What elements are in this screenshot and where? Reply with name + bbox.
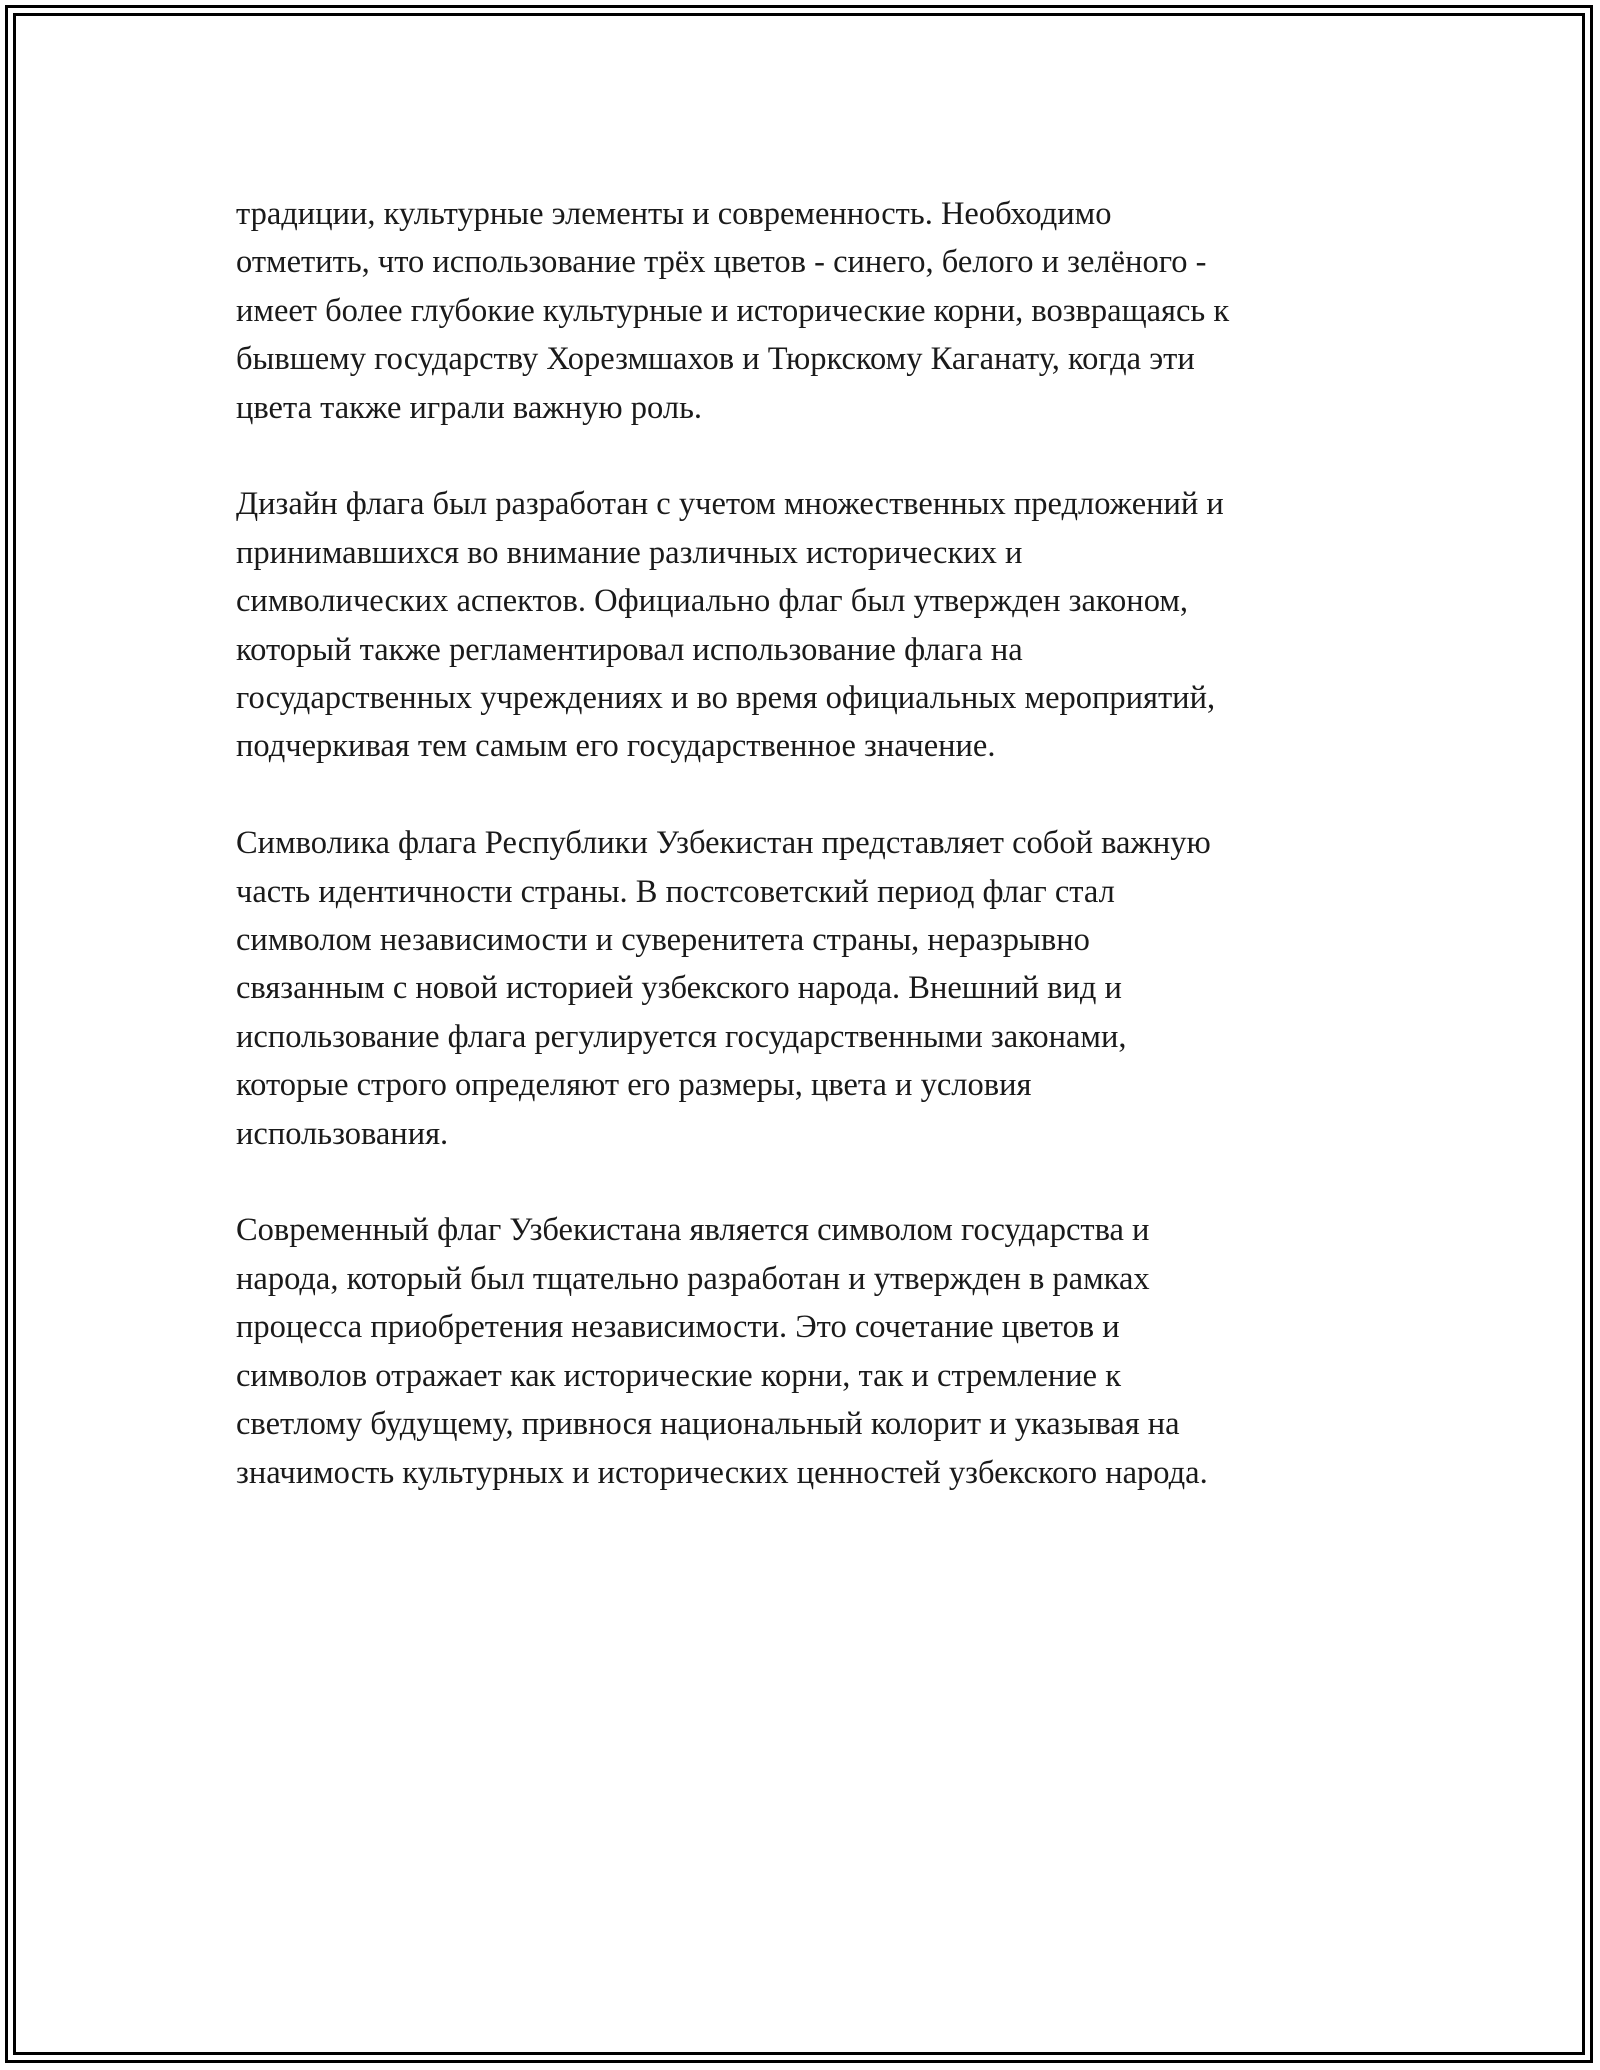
paragraph-line: значимость культурных и исторических ценностей узбекского народа.: [236, 1454, 1208, 1491]
paragraph-line: светлому будущему, привнося национальный колорит и указывая на: [236, 1406, 1180, 1443]
paragraph-line: традиции, культурные элементы и современность. Необходимо: [236, 196, 1112, 232]
paragraph-line: бывшему государству Хорезмшахов и Тюркскому Каганату, когда эти: [236, 341, 1195, 378]
paragraph-line: имеет более глубокие культурные и исторические корни, возвращаясь к: [236, 292, 1230, 329]
paragraph-line: использования.: [236, 1115, 449, 1152]
document-body: [236, 190, 1376, 1545]
paragraph-line: связанным с новой историей узбекского народа. Внешний вид и: [236, 970, 1122, 1007]
paragraph-line: народа, который был тщательно разработан и утвержден в рамках: [236, 1260, 1150, 1297]
paragraph-line: подчеркивая тем самым его государственное значение.: [236, 728, 996, 765]
paragraph-line: которые строго определяют его размеры, цвета и условия: [236, 1067, 1032, 1104]
paragraph-line: использование флага регулируется государственными законами,: [236, 1018, 1127, 1055]
paragraph-3: [236, 819, 1376, 1158]
paragraph-line: Современный флаг Узбекистана является символом государства и: [236, 1212, 1150, 1249]
paragraph-line: который также регламентировал использование флага на: [236, 631, 1023, 668]
paragraph-4: [236, 1206, 1376, 1496]
paragraph-line: символом независимости и суверенитета страны, неразрывно: [236, 922, 1090, 959]
paragraph-line: государственных учреждениях и во время официальных мероприятий,: [236, 680, 1216, 717]
paragraph-line: Дизайн флага был разработан с учетом множественных предложений и: [236, 486, 1224, 523]
paragraph-1: [236, 190, 1376, 432]
paragraph-2: [236, 480, 1376, 770]
paragraph-line: цвета также играли важную роль.: [236, 389, 703, 426]
paragraph-line: часть идентичности страны. В постсоветский период флаг стал: [236, 873, 1115, 910]
paragraph-line: отметить, что использование трёх цветов - синего, белого и зелёного -: [236, 244, 1207, 281]
paragraph-line: символических аспектов. Официально флаг был утвержден законом,: [236, 583, 1189, 620]
paragraph-line: символов отражает как исторические корни, так и стремление к: [236, 1357, 1122, 1394]
paragraph-line: принимавшихся во внимание различных исторических и: [236, 534, 1023, 571]
paragraph-line: Символика флага Республики Узбекистан представляет собой важную: [236, 825, 1211, 862]
paragraph-line: процесса приобретения независимости. Это сочетание цветов и: [236, 1309, 1120, 1346]
